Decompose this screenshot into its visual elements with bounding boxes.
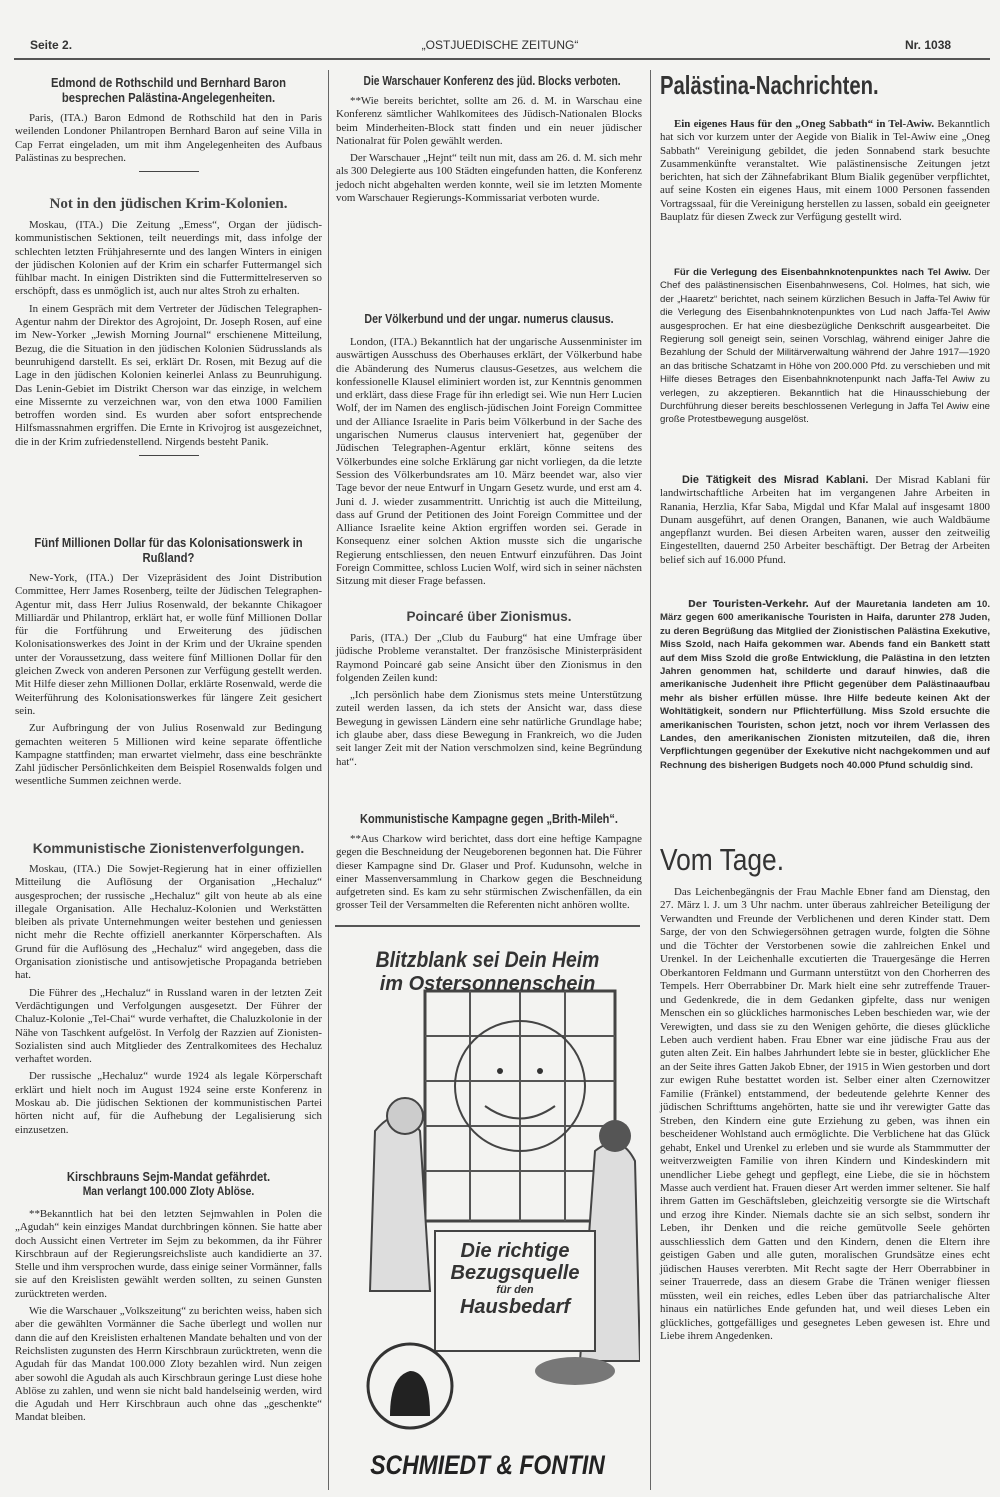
article-paragraph: Das Leichenbegängnis der Frau Machle Ebner fand am Dienstag, den 27. März l. J. um 3 Uhr nachm. unter überaus zahlreicher Beteiligung der Verwandten und Freunde der Verblichenen und deren Kinder statt. Dem Sarge, der von den Schwiegersöhnen getragen wurde, folgten die Söhne und die Töchter der Verstorbenen sowie die zahlreichen Enkel und Urenkel. In der Leichenhalle excutierten die Trauergesänge die Herren Oberkantoren Feldmann und Gurmann unterstützt von den Chorherren des Tempels. Herr Oberrabbiner Dr. Mark hielt eine sehr zutreffende Trauer- und Gedenkrede, die in dem Gedanken gipfelte, dass nur wenigen Menschen ein so glückliches harmonisches Leben beschieden war, wie der Verewigten, und dass sie zu den Wenigen gehörte, die dieses glückliche Leben auch verdient haben. Frau Ebner war eine jüdische Frau aus der guten alten Zeit. Ein halbes Jahrhundert lebte sie in bester, glücklicher Ehe an der Seite ihres Gatten Jakob Ebner, der 1915 in Wien gestorben und dort zur ewigen Ruhe bestattet worden ist. Selber einer alten Czernowitzer Familie (Fränkel) entstammend, der bedeutende gelehrte Kenner des jüdischen Schrifttums angehörten, hatte sie und ihr verewigter Gatte das Streben, den Kindern eine gute Erziehung zu geben, was ihnen ein bescheidener Wohlstand auch ermöglichte. Die Verblichene hat das Glück gehabt, Enkel und Urenkel zu erleben und sie wurde als Stammmutter der weitverzweigten Familie von ihren Kindern und Kindeskindern mit unendlicher Liebe gehegt und gepflegt, eine Liebe, die sie in höchstem Masse auch verdient hat. Frauen dieser Art werden immer seltener. Sie half ihrem Gatten im Geschäftsleben, gleichzeitig versorgte sie die Wirtschaft und erzog ihre Kinder. Niemals dachte sie an sich selbst, sondern ihr Leben, ihr Denken und die reiche gemütvolle Seele gehörten ausschliesslich dem Gatten und den Kindern, denen die Eltern ihre geistigen Gaben und alle guten, moralischen Grundsätze eines echt jüdischen Hauses vererbten. Mit Recht sagte der Herr Oberrabbiner in seiner Trauerrede, dass an diesem Grabe die Tränen weniger fliessen müssten, weil ein reiches, edles Leben über das patriarchalische Alter hinaus ein natürliches Ende gefunden hat, und weil dieses Leben ein glückliches, gottgefälliges und gesegnetes Leben gewesen ist. Ehre und Liebe ihrem Angedenken. — [660, 886, 990, 1342]
advertisement-schmiedt-fontin — [335, 925, 640, 1490]
ad-subheadline: im Ostersonnenschein — [379, 973, 596, 995]
page-number: Seite 2. — [30, 38, 73, 52]
article-zionisten — [15, 840, 322, 1141]
article-paragraph: **Wie bereits berichtet, sollte am 26. d. M. in Warschau eine Konferenz sämtlicher Wahlkomitees des Jüdisch-Nationalen Blocks beim Minderheiten-Block statt finden und ein neuer jüdischer Nationalrat für Polen gewählt werden. — [336, 95, 642, 147]
article-title: Die Warschauer Konferenz des jüd. Blocks verboten. — [363, 74, 621, 88]
article-title: Fünf Millionen Dollar für das Kolonisationswerk in Rußland? — [34, 536, 303, 565]
column-rule — [650, 70, 651, 1490]
section-heading: Palästina-Nachrichten. — [660, 70, 879, 100]
ad-box-line: Bezugsquelle — [450, 1262, 580, 1284]
divider — [139, 455, 199, 456]
issue-number: Nr. 1038 — [905, 38, 952, 52]
news-touristen — [660, 598, 990, 776]
article-paragraph: Der russische „Hechaluz“ wurde 1924 als legale Körperschaft erklärt und hielt noch im August 1924 seine erste Konferenz in Moskau ab. Die jüdischen Sektionen der kommunistischen Partei hörten nicht auf, für die Aufhebung der Legalisierung sich einzusetzen. — [15, 1070, 322, 1136]
article-paragraph: Moskau, (ITA.) Die Sowjet-Regierung hat in einer offiziellen Mitteilung die Auflösung der Organisation „Hechaluz“ ausgesprochen; der russische „Hechaluz“ gilt von heute ab als eine illegale Organisation. Alle Hechaluz-Kolonien und Werkstätten bleiben als private Unternehmungen weiter bestehen und geniessen nicht mehr die Rechte offiziell anerkannter Körperschaften. Als Grund für die Auflösung des „Hechaluz“ wird angegeben, dass die Organisation zionistische und antisowjetische Propaganda betrieben hat. — [15, 863, 322, 982]
news-lead: Die Tätigkeit des Misrad Kablani. — [682, 474, 869, 486]
ad-box-line: Die richtige — [460, 1240, 570, 1262]
news-text: Auf der Mauretania landeten am 10. März gegen 600 amerikanische Touristen in Haifa, darunter 278 Juden, zu deren Begrüßung das Mitglied der Zionistischen Palästina Exekutive, Miss Szold, nach Haifa gekommen war. Abends fand ein Bankett statt auf dem Miss Szold die große Entwicklung, die Palästina in den letzten Jahren genommen hat, schilderte und darauf hinwies, daß die amerikanische Judenheit ihre Pflicht gegenüber dem Palästinaaufbau mehr als bisher erfüllen müsse. Ihre Hilfe bedeute keinen Akt der Wohltätigkeit, sondern nur Pflichterfüllung. Miss Szold ersuchte die amerikanischen Touristen, schon jetzt, noch vor ihrem Verlassen des Landes, den amerikanischen Zionisten mitzuteilen, daß die, ihren Verpflichtungen gegenüber der Exekutive nicht nachgekommen und auf Rechnung des bisherigen Budgets noch 40.000 Pfund schuldig sind. — [660, 599, 990, 771]
news-text: Der Chef des palästinensischen Eisenbahnwesens, Col. Holmes, hat sich, wie der „Haaretz“ berichtet, nach seinem kürzlichen Besuch in Jaffa-Tel Awiw für die Verlegung des Eisenbahnknotenpunktes von Lud nach Jaffa-Tel Awiw ausgesprochen. Er hat eine diesbezügliche Denkschrift ausgearbeitet. Die Regierung soll geneigt sein, seinen Vorschlag, während einiger Jahre die Bezahlung der Schuld der Militärverwaltung während der Jahre 1917—1920 an das britische Schatzamt in Höhe von 200.000 Pfd. zu verschieben und mit Hilfe dieses Betrages den Eisenbahnknotenpunkt nach Jaffa-Tel Awiw zu verlegen, zu akzeptieren. Bekanntlich hat die Hinausschiebung der Durchführung dieser bereits beschlossenen Verlegung in Jaffa Tel Awiw eine große Protestbewegung ausgelöst. — [660, 267, 991, 426]
news-text: Bekanntlich hat sich vor kurzem unter der Aegide von Bialik in Tel-Awiw eine „Oneg Sabbath“ Vereinigung gebildet, die jeden Sonnabend stark besuchte Zusammenkünfte veranstaltet. Wie palästinensische Zeitungen jetzt berichten, hat sich der Zähnefabrikant Blum Bialik gegenüber verpflichtet, auf seine Kosten ein eigenes Haus, mit einem 1000 Personen fassenden Vortragssaal, für die Vereinigung herstellen zu lassen, sobald ein geeigneter Bauplatz für diesen Zweck zur Verfügung gestellt wird. — [660, 118, 990, 224]
news-eisenbahn — [660, 266, 990, 431]
article-leichenbegaengnis — [660, 886, 990, 1347]
article-title: Kommunistische Zionistenverfolgungen. — [32, 840, 305, 856]
article-paragraph: New-York, (ITA.) Der Vizepräsident des Joint Distribution Committee, Herr James Rosenberg, teilte der Jüdischen Telegraphen-Agentur mit, dass Herr Julius Rosenwald, der bekannte Chikagoer Milliardär und Philantrop, erklärt hat, er wolle fünf Millionen Dollar für die Fortführung und Erweiterung des jüdischen Kolonisationswerkes des Joint in der Krim und der Ukraine spenden unter der Voraussetzung, dass weitere fünf Millionen Dollar für den gleichen Zweck von anderen Personen zur Verfügung gestellt werden. Mit Hilfe dieser zehn Millionen Dollar, erklärte Rosenwald, werde die Weiterführung des Kolonisationswerkes für längere Zeit gesichert sein. — [15, 572, 322, 717]
ad-illustration — [335, 931, 640, 1481]
article-title: Kommunistische Kampagne gegen „Brith-Mileh“. — [360, 812, 618, 826]
news-misrad-kablani — [660, 474, 990, 571]
article-millionen — [15, 536, 322, 793]
divider — [139, 171, 199, 172]
ad-box-line: für den — [496, 1284, 534, 1296]
article-mileh — [336, 812, 642, 917]
article-paragraph: Wie die Warschauer „Volkszeitung“ zu berichten weiss, haben sich aber die gewählten Vormänner die Sache überlegt und wollen nur dann die auf den Kreislisten erhaltenen Mandate behalten und von der Reichslisten zugunsten des Herrn Kirschbraun zurücktreten, wenn die Agudah für das Mandat 100.000 Zloty bezahlen wird. Nun zeigen aber sowohl die Agudah als auch Kirschbraun geringe Lust diese hohe Ablöse zu zahlen, und wenn sie nicht bald handelseinig werden, wird die Agudah und Herr Kirschbraun auch ohne das „geschenkte“ Mandat bleiben. — [15, 1305, 322, 1424]
article-paragraph: „Ich persönlich habe dem Zionismus stets meine Unterstützung zuteil werden lassen, da ich stets der Ansicht war, dass diese Bewegung in gewissen Ländern eine sehr natürliche Grundlage habe; ich glaube aber, dass diese Bewegung in Frankreich, wo die Juden seit langer Zeit mit der Nation verschmolzen sind, keine Begründung hat“. — [336, 689, 642, 768]
article-voelkerbund — [336, 312, 642, 593]
news-lead: Für die Verlegung des Eisenbahnknotenpunktes nach Tel Awiw. — [674, 267, 971, 278]
article-paragraph: Zur Aufbringung der von Julius Rosenwald zur Bedingung gemachten weiteren 5 Millionen wird keine separate öffentliche Kampagne stattfinden; man erwartet vielmehr, dass eine beschränkte Zahl jüdischer Persönlichkeiten dem Beispiel Rosenwalds folgen und wesentliche Summen zeichnen werde. — [15, 722, 322, 788]
article-title: Der Völkerbund und der ungar. numerus clausus. — [364, 312, 614, 326]
right-column — [660, 0, 990, 1497]
section-vom-tage — [660, 842, 990, 878]
article-paragraph: Die Führer des „Hechaluz“ in Russland waren in der letzten Zeit Verdächtigungen und Verfolgungen ausgesetzt. Der Führer der Chaluz-Kolonie „Tel-Chai“ wurde verhaftet, die Chaluzkolonie in der Nähe von Taschkent aufgelöst. In Verfolg der Razzien auf Zionisten-Sozialisten sind auch Mitglieder des Zentralkomitees des Hechaluz verhaftet worden. — [15, 986, 322, 1066]
article-paragraph: In einem Gespräch mit dem Vertreter der Jüdischen Telegraphen-Agentur nahm der Direktor des Agrojoint, Dr. Joseph Rosen, auf eine im New-Yorker „Jewish Morning Journal“ erschienene Mitteilung, Bezug, die die Situation in den jüdischen Kolonien Südrusslands als beunruhigend darstellt. Es sei, erklärt Dr. Rosen, mit Bezug auf die Lage in den jüdischen Kolonien keinerlei Anlass zu Beunruhigung. Das Lenin-Gebiet im Distrikt Cherson war das einzige, in welchem eine Missernte zu verzeichnen war, von den etwa 1000 Familien betroffen worden sind. Es wurden aber sofort entsprechende Hilfsmassnahmen ergriffen. Die Ernte in Krivojrog ist ausgezeichnet, die in der Krim zufriedenstellend. Nirgends besteht Panik. — [15, 302, 322, 448]
article-title: Poincaré über Zionismus. — [406, 609, 572, 624]
ad-brand: SCHMIEDT & FONTIN — [370, 1450, 605, 1480]
ad-box-line: Hausbedarf — [459, 1296, 571, 1318]
article-title: Edmond de Rothschild und Bernhard Baron besprechen Palästina-Angelegenheiten. — [50, 76, 287, 105]
news-lead: Ein eigenes Haus für den „Oneg Sabbath“ in Tel-Awiw. — [674, 118, 935, 130]
column-rule — [328, 70, 329, 1490]
ad-box — [435, 1240, 595, 1318]
article-paragraph: Der Warschauer „Hejnt“ teilt nun mit, dass am 26. d. M. sich mehr als 300 Delegierte aus 100 Städten eingefunden hatten, die Konferenz jedoch nicht abgehalten werden konnte, weil sie im letzten Momente vom Warschauer Regierungs-Kommissariat verboten wurde. — [336, 152, 642, 205]
article-paragraph: Paris, (ITA.) Baron Edmond de Rothschild hat den in Paris weilenden Londoner Philantropen Bernhard Baron auf seine Villa in Cap Ferrat eingeladen, um mit ihm Angelegenheiten des Aufbaus Palästinas zu besprechen. — [15, 112, 322, 164]
news-text: Der Misrad Kablani für landwirtschaftliche Arbeiten hat im vergangenen Jahre Arbeiten in Ranania, Herzlia, Kfar Saba, Migdal und Kfar Malal auf insgesamt 1800 Dunam ausgeführt, auf denen Orangen, Bananen, wie auch Waldbäume angepflanzt wurden. Bei diesen Arbeiten waren, ausser den zeitweilig Eingestellten, dauernd 250 Arbeiter beschäftigt. Der Betrag der Arbeiten belief sich auf 16.000 Pfund. — [660, 474, 990, 566]
article-paragraph: Paris, (ITA.) Der „Club du Fauburg“ hat eine Umfrage über jüdische Probleme veranstaltet. Der französische Ministerpräsident Raymond Poincaré gab seine Ansicht über den Zionismus in den folgenden Zeilen kund: — [336, 632, 642, 684]
article-title: Kirschbrauns Sejm-Mandat gefährdet. — [66, 1170, 271, 1184]
article-paragraph: London, (ITA.) Bekanntlich hat der ungarische Aussenminister im auswärtigen Ausschuss des Oberhauses erklärt, der Völkerbund habe die Abänderung des Numerus clausus-Gesetzes, aus welchem die konfessionelle Klausel eliminiert worden ist, zur Kenntnis genommen und erklärt, dass diese Frage für ihn erledigt sei. Wie nun Herr Lucien Wolf, der im Namen des englisch-jüdischen Joint Foreign Committee und der Alliance Israelite in Paris beim Völkerbund in der Sache des ungarischen Numerus clausus interveniert hat, gegenüber der Jüdischen Telegraphen-Agentur erklärt, könne seitens des Völkerbundes eine solche Erklärung gar nicht vorliegen, da die letzte Session des Völkerbundsrates am 10. März beendet war, also vier Tage bevor der neue Entwurf in Ungarn Gesetz wurde, und erst am 4. Juni d. J. wieder zusammentritt. Unrichtig ist auch die Mitteilung, dass auf Grund der Petitionen des Joint Foreign Committee und der Alliance Israelite keine Aktion ergriffen worden sei. Gerade in Konsequenz einer solchen Aktion musste sich die ungarische Regierung entschliessen, den neuen Entwurf einzuführen. Das Joint Foreign Committee, schloss Lucien Wolf, wird sich in seiner nächsten Sitzung mit dieser Frage befassen. — [336, 336, 642, 588]
article-paragraph: **Aus Charkow wird berichtet, dass dort eine heftige Kampagne gegen die Beschneidung der Neugeborenen begonnen hat. Die Führer dieser Kampagne sind Dr. Glaser und Prof. Kudunsohn, welche in einer Massenversammlung in Charkow gegen die Beschneidung aufgetreten sind. Es kam zu sehr stürmischen Zwischenfällen, da ein grosser Teil der Versammelten die Referenten nicht anhören wollte. — [336, 833, 642, 912]
article-subtitle: Man verlangt 100.000 Zloty Ablöse. — [82, 1186, 255, 1198]
masthead: „OSTJUEDISCHE ZEITUNG“ — [421, 38, 579, 52]
article-paragraph: **Bekanntlich hat bei den letzten Sejmwahlen in Polen die „Agudah“ kein einziges Mandat durchbringen können. Sie hatte aber doch Aussicht einen Vertreter im Sejm zu bekommen, da ihr Führer Kirschbraun auf der Regierungsreichsliste auch kandidierte an 37. Stelle und ihm versprochen wurde, dass einige seiner Vormänner, falls sie auf den Kreislisten gewählt werden sollten, zu seinen Gunsten zurücktreten werden. — [15, 1208, 322, 1300]
section-palaestina — [660, 70, 990, 101]
article-kirschbraun — [15, 1170, 322, 1429]
article-paragraph: Moskau, (ITA.) Die Zeitung „Emess“, Organ der jüdisch-kommunistischen Sektionen, teilt neuerdings mit, dass infolge der schlechten letzten Frühjahresernte und des langen Winters in einigen der jüdischen Kolonien auf der Krim ein scharfer Futtermangel sich fühlbar macht. In einigen Distrikten sind die Futtermittelreserven so erschöpft, dass es unmöglich ist, auch nur altes Stroh zu erhalten. — [15, 219, 322, 298]
article-krim — [15, 196, 322, 462]
news-oneg-sabbath — [660, 118, 990, 228]
article-poincare — [336, 608, 642, 773]
article-warschau — [336, 74, 642, 209]
news-lead: Der Touristen-Verkehr. — [688, 599, 809, 610]
left-column — [15, 0, 322, 1497]
ad-rule — [335, 925, 640, 927]
ad-headline: Blitzblank sei Dein Heim — [375, 947, 600, 972]
article-rothschild — [15, 76, 322, 178]
article-title: Not in den jüdischen Krim-Kolonien. — [49, 196, 288, 212]
section-heading: Vom Tage. — [660, 842, 785, 877]
